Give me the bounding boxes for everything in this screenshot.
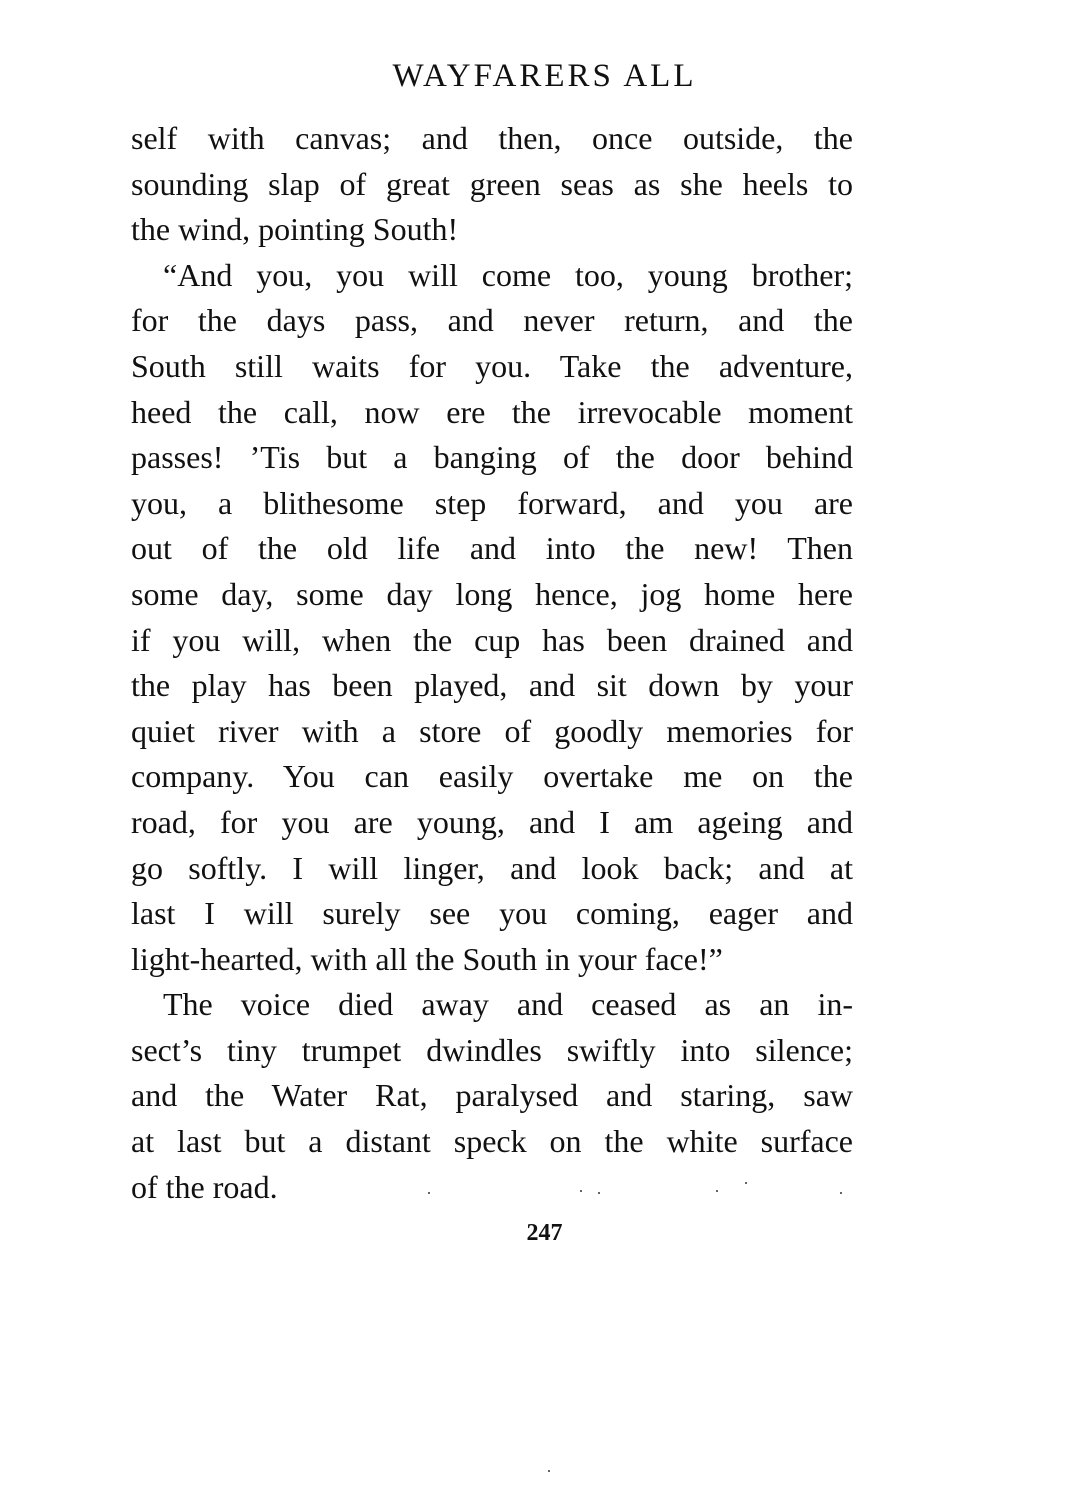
- text-line: passes! ’Tis but a banging of the door behind: [131, 439, 853, 476]
- text-line: The voice died away and ceased as an in-: [163, 986, 853, 1023]
- text-line: sounding slap of great green seas as she heels to: [131, 165, 853, 202]
- text-line: out of the old life and into the new! Then: [131, 530, 853, 567]
- scan-speck: [548, 1470, 550, 1472]
- scan-speck: [580, 1190, 582, 1192]
- text-line: of the road.: [131, 1168, 278, 1205]
- scan-speck: [598, 1192, 600, 1194]
- scan-speck: [428, 1192, 430, 1194]
- running-head-title: WAYFARERS ALL: [392, 58, 697, 94]
- scan-speck: [745, 1182, 747, 1184]
- text-line: and the Water Rat, paralysed and staring, saw: [131, 1077, 853, 1114]
- text-line: at last but a distant speck on the white surface: [131, 1123, 853, 1160]
- text-line: light-hearted, with all the South in your face!”: [131, 940, 723, 977]
- text-line: go softly. I will linger, and look back; and at: [131, 849, 853, 886]
- text-line: road, for you are young, and I am ageing and: [131, 803, 853, 840]
- text-line: South still waits for you. Take the adventure,: [131, 347, 853, 384]
- text-line: some day, some day long hence, jog home here: [131, 575, 853, 612]
- text-line: if you will, when the cup has been drained and: [131, 621, 853, 658]
- page-number: 247: [526, 1220, 563, 1246]
- text-line: sect’s tiny trumpet dwindles swiftly into silence;: [131, 1031, 853, 1068]
- text-line: the play has been played, and sit down by your: [131, 667, 853, 704]
- text-line: “And you, you will come too, young brother;: [163, 256, 853, 293]
- scan-speck: [716, 1190, 718, 1192]
- text-line: self with canvas; and then, once outside, the: [131, 120, 853, 156]
- text-line: heed the call, now ere the irrevocable moment: [131, 393, 853, 430]
- body-text: [131, 116, 853, 1210]
- text-line: you, a blithesome step forward, and you are: [131, 484, 853, 521]
- text-line: quiet river with a store of goodly memories for: [131, 712, 853, 749]
- text-line: the wind, pointing South!: [131, 211, 459, 248]
- text-line: company. You can easily overtake me on the: [131, 758, 853, 795]
- scan-speck: [840, 1192, 842, 1194]
- text-line: last I will surely see you coming, eager and: [131, 895, 853, 932]
- text-line: for the days pass, and never return, and the: [131, 302, 853, 339]
